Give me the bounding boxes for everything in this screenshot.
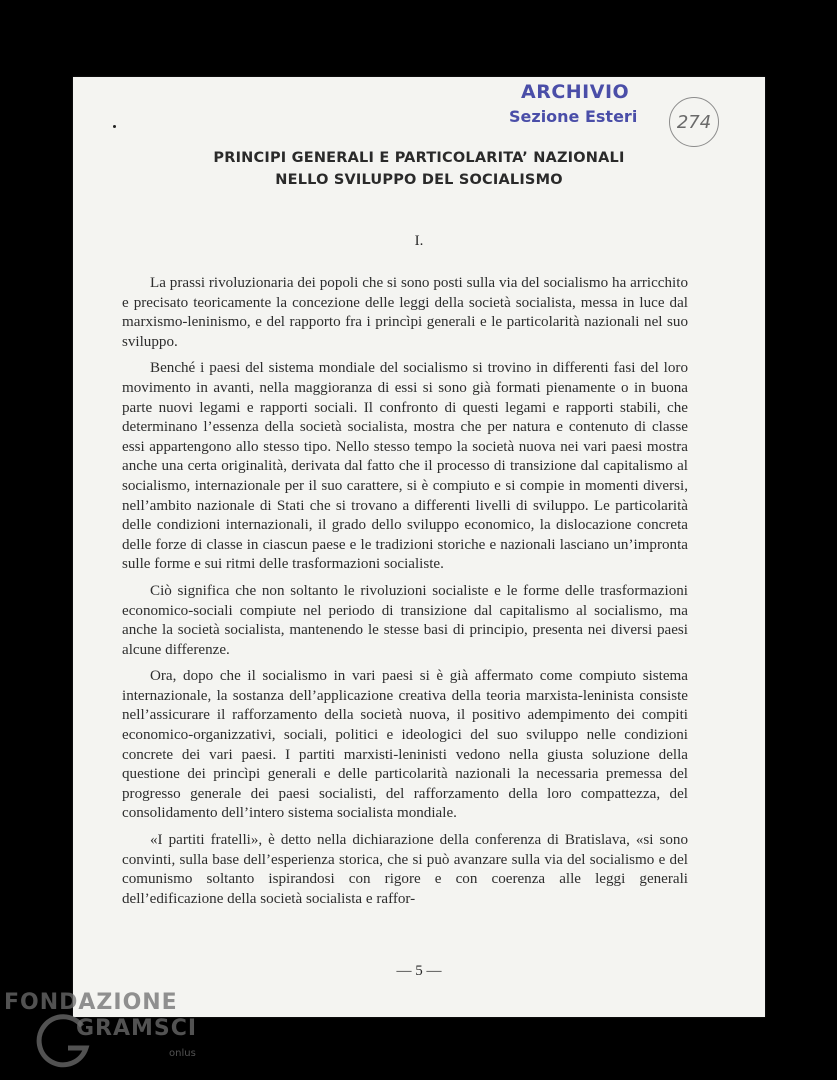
paragraph: Benché i paesi del sistema mondiale del socialismo si trovino in differenti fasi del loro movimento in avanti, nella maggioranza di essi si sono già formati pienamente o in buona parte nuovi legami e rapporti sociali. Il confronto di questi legami e rapporti stabili, che determinano l’essenza della società socialista, mostra che per natura e contenuto di classe essi appartengono allo stesso tipo. Nello stesso tempo la società nuova nei vari paesi mostra anche una certa originalità, derivata dal fatto che il processo di transizione dal capitalismo al socialismo, internazionale per il suo carattere, si è compiuto e si compie in momenti diversi, nell’ambito nazionale di Stati che si trovano a differenti livelli di sviluppo. Le particolarità delle condizioni internazionali, il grado dello sviluppo economico, la dislocazione concreta delle forze di classe in ciascun paese e le tradizioni storiche e nazionali lasciano un’impronta sulle forme e sui ritmi delle trasformazioni socialiste.	[122, 360, 688, 573]
watermark-line-2: GRAMSCI	[76, 1016, 198, 1041]
document-page	[73, 77, 765, 1017]
paragraph: «I partiti fratelli», è detto nella dichiarazione della conferenza di Bratislava, «si sono convinti, sulla base dell’esperienza storica, che si può avanzare sulla via del socialismo e del comunismo soltanto ispirandosi con rigore e con coerenza alle leggi generali dell’edificazione della società socialista e raffor-	[122, 832, 688, 907]
watermark-line-1: FONDAZIONE	[4, 990, 178, 1015]
section-number: I.	[414, 233, 424, 249]
fondazione-gramsci-watermark	[4, 986, 214, 1076]
watermark-line-3: onlus	[169, 1048, 196, 1059]
paragraph: Ciò significa che non soltanto le rivoluzioni socialiste e le forme delle trasformazioni economico-sociali compiute nel periodo di transizione dal capitalismo al socialismo, ma anche la società socialista, mantenendo le stesse basi di principio, presenta nei diversi paesi alcune differenze.	[122, 582, 688, 658]
paragraph: La prassi rivoluzionaria dei popoli che si sono posti sulla via del socialismo ha arricchito e precisato teoricamente la concezione delle leggi della società socialista, messa in luce dal marxismo-leninismo, e del rapporto fra i princìpi generali e le particolarità nazionali nel suo sviluppo.	[122, 275, 688, 350]
archive-stamp	[509, 81, 637, 126]
pencil-page-number: 274	[669, 97, 719, 147]
title-line-1: PRINCIPI GENERALI E PARTICOLARITA’ NAZIONALI	[213, 150, 625, 166]
stamp-line-archivio: ARCHIVIO	[521, 81, 630, 103]
paragraph: Ora, dopo che il socialismo in vari paesi si è già affermato come compiuto sistema internazionale, la sostanza dell’applicazione creativa della teoria marxista-leninista consiste nell’assicurare il rafforzamento della società nuova, il positivo adempimento dei compiti economico-organizzativi, sociali, politici e ideologici del suo sviluppo nelle condizioni concrete dei vari paesi. I partiti marxisti-leninisti vedono nella giusta soluzione della questione dei princìpi generali e delle particolarità nazionali la necessaria premessa del progresso generale dei paesi socialisti, del rafforzamento della loro compattezza, del consolidamento dell’intero sistema socialista mondiale.	[122, 668, 688, 822]
body-text	[122, 274, 688, 916]
page-number: — 5 —	[396, 963, 442, 979]
ink-mark	[113, 125, 116, 128]
document-title	[73, 147, 765, 191]
stamp-line-sezione: Sezione Esteri	[509, 106, 638, 126]
title-line-2: NELLO SVILUPPO DEL SOCIALISMO	[275, 172, 563, 188]
